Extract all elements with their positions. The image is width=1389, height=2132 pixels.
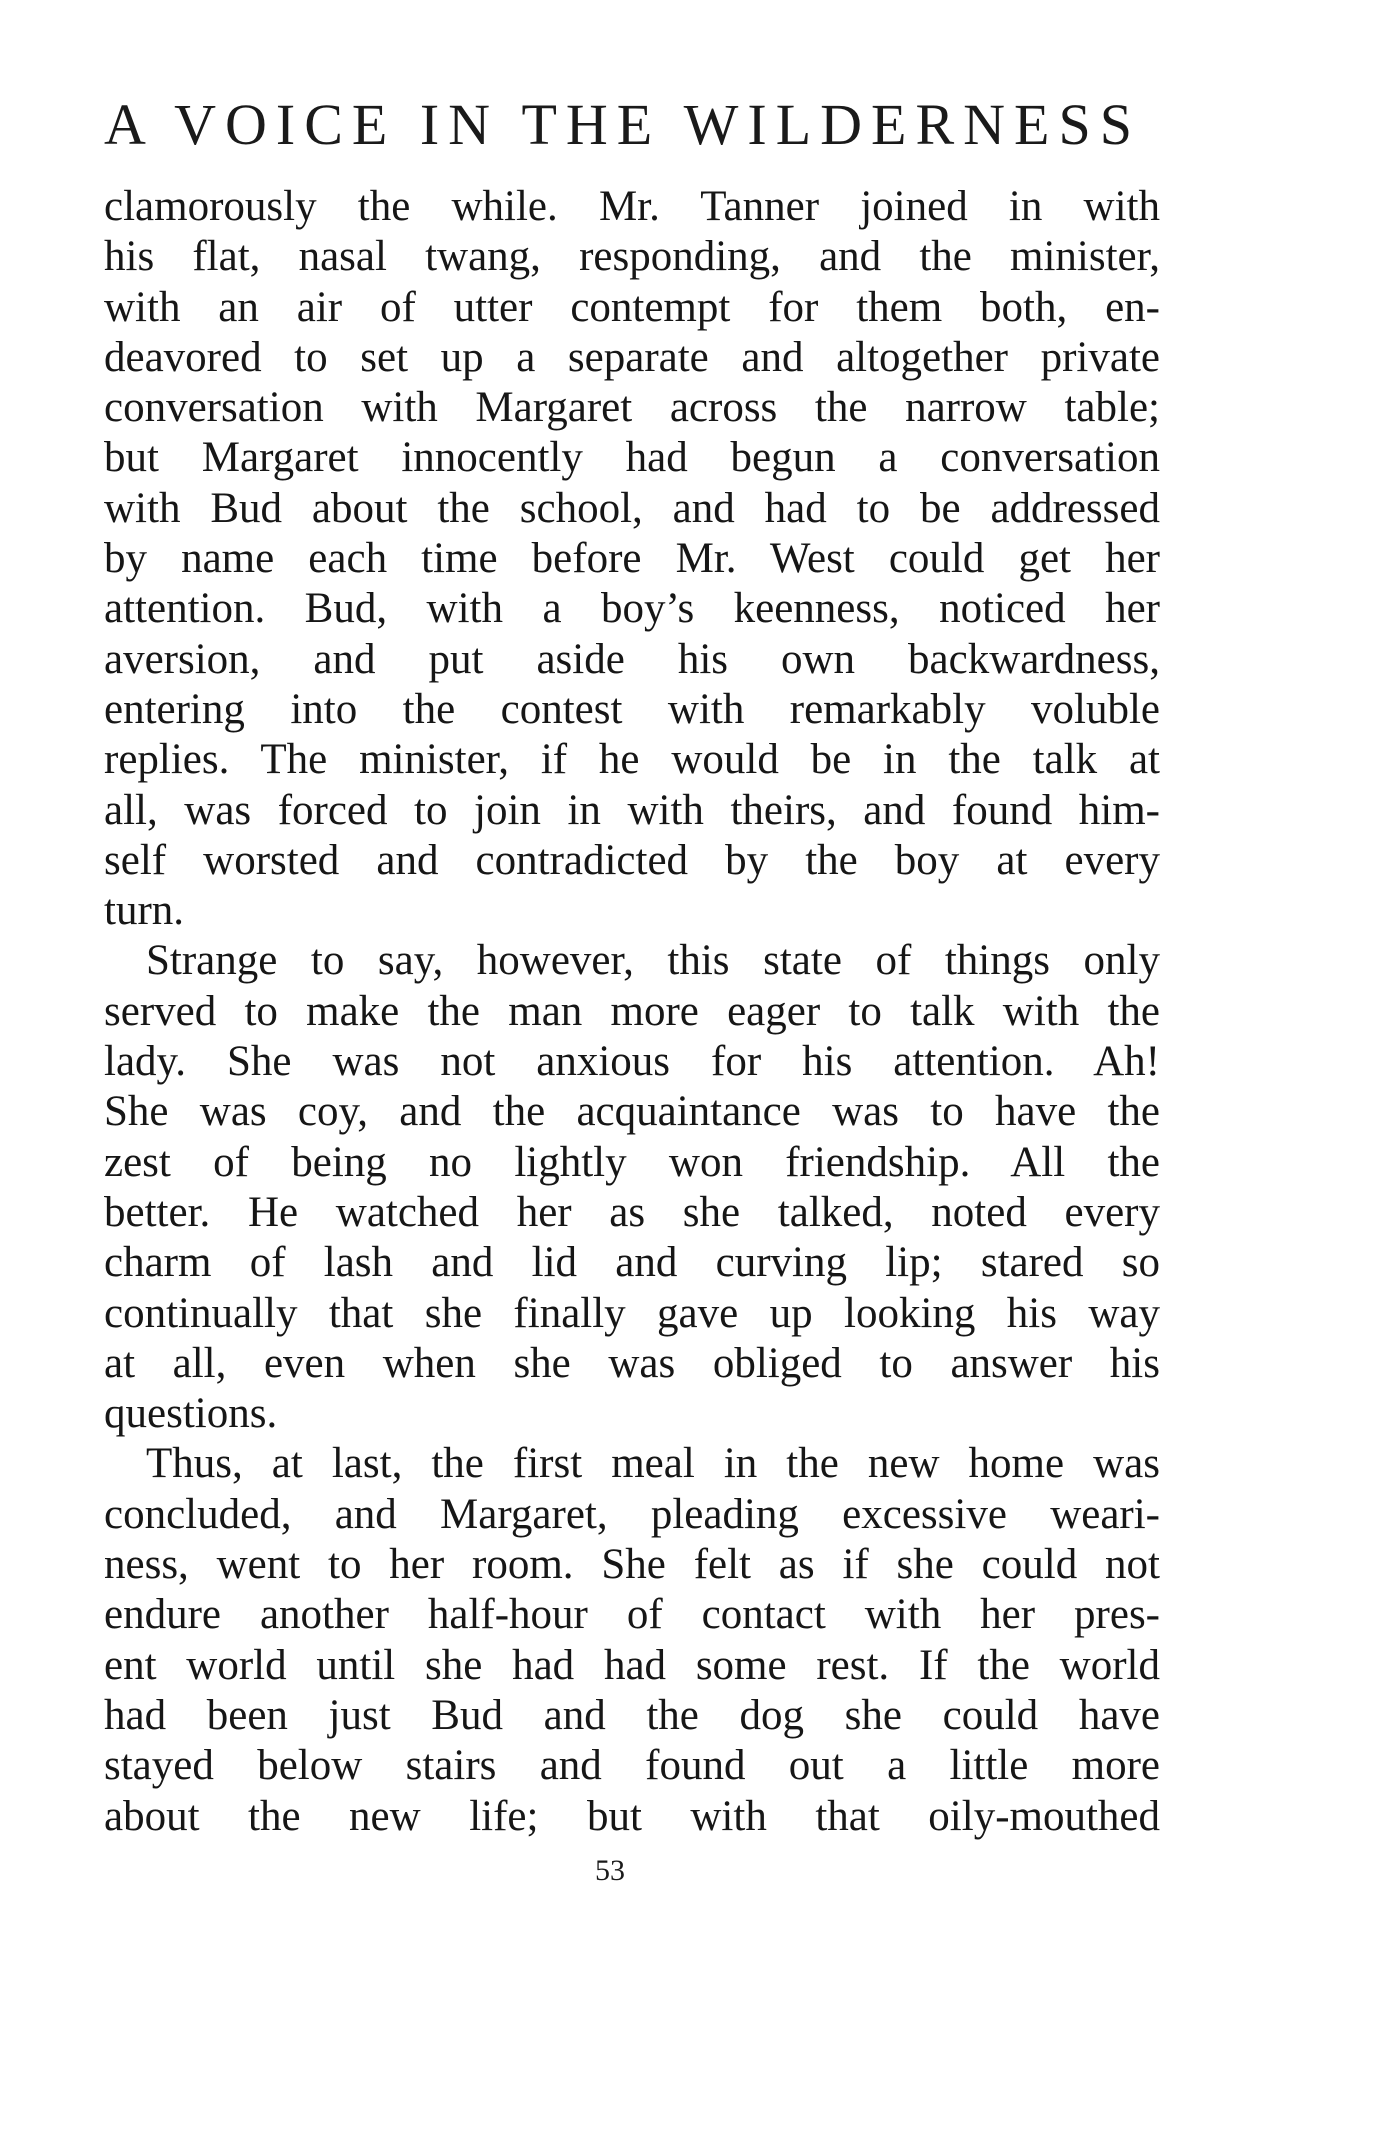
text-line: ent world until she had had some rest. If the world: [104, 1641, 1160, 1689]
text-line: questions.: [104, 1390, 278, 1438]
text-line: self worsted and contradicted by the boy at every: [104, 836, 1160, 884]
text-line: stayed below stairs and found out a little more: [104, 1742, 1160, 1790]
text-line: deavored to set up a separate and altogether private: [104, 333, 1160, 381]
page-number: 53: [595, 1854, 625, 1887]
text-line: all, was forced to join in with theirs, and found him-: [104, 786, 1160, 834]
text-line: replies. The minister, if he would be in the talk at: [104, 736, 1160, 784]
text-line: attention. Bud, with a boy’s keenness, noticed her: [104, 585, 1160, 633]
text-line: lady. She was not anxious for his attention. Ah!: [104, 1038, 1160, 1086]
text-line: endure another half-hour of contact with her pres-: [104, 1591, 1160, 1639]
text-line: conversation with Margaret across the narrow table;: [104, 384, 1160, 432]
text-line: aversion, and put aside his own backwardness,: [104, 635, 1160, 683]
text-line: clamorously the while. Mr. Tanner joined in with: [104, 183, 1160, 230]
text-line: by name each time before Mr. West could get her: [104, 535, 1160, 583]
text-line: She was coy, and the acquaintance was to have the: [104, 1088, 1160, 1136]
text-line: about the new life; but with that oily-mouthed: [104, 1792, 1160, 1840]
text-line: but Margaret innocently had begun a conversation: [104, 434, 1160, 482]
text-line: had been just Bud and the dog she could have: [104, 1691, 1160, 1739]
text-line: turn.: [104, 887, 185, 935]
text-line: ness, went to her room. She felt as if she could not: [104, 1541, 1160, 1589]
text-line: better. He watched her as she talked, noted every: [104, 1188, 1160, 1236]
text-line: Strange to say, however, this state of things only: [146, 937, 1160, 985]
text-line: with Bud about the school, and had to be addressed: [104, 484, 1160, 532]
text-line: with an air of utter contempt for them both, en-: [104, 283, 1160, 331]
text-line: charm of lash and lid and curving lip; stared so: [104, 1239, 1160, 1287]
text-line: zest of being no lightly won friendship. All the: [104, 1138, 1160, 1186]
running-head: A VOICE IN THE WILDERNESS: [104, 92, 1141, 157]
text-line: Thus, at last, the first meal in the new home was: [146, 1440, 1160, 1488]
text-line: served to make the man more eager to talk with the: [104, 987, 1160, 1035]
text-line: entering into the contest with remarkably voluble: [104, 685, 1160, 733]
text-line: continually that she finally gave up looking his way: [104, 1289, 1160, 1337]
text-line: at all, even when she was obliged to answer his: [104, 1339, 1160, 1387]
text-line: his flat, nasal twang, responding, and the minister,: [104, 233, 1160, 281]
text-line: concluded, and Margaret, pleading excessive weari-: [104, 1490, 1160, 1538]
page-body-text: [104, 182, 1160, 1842]
